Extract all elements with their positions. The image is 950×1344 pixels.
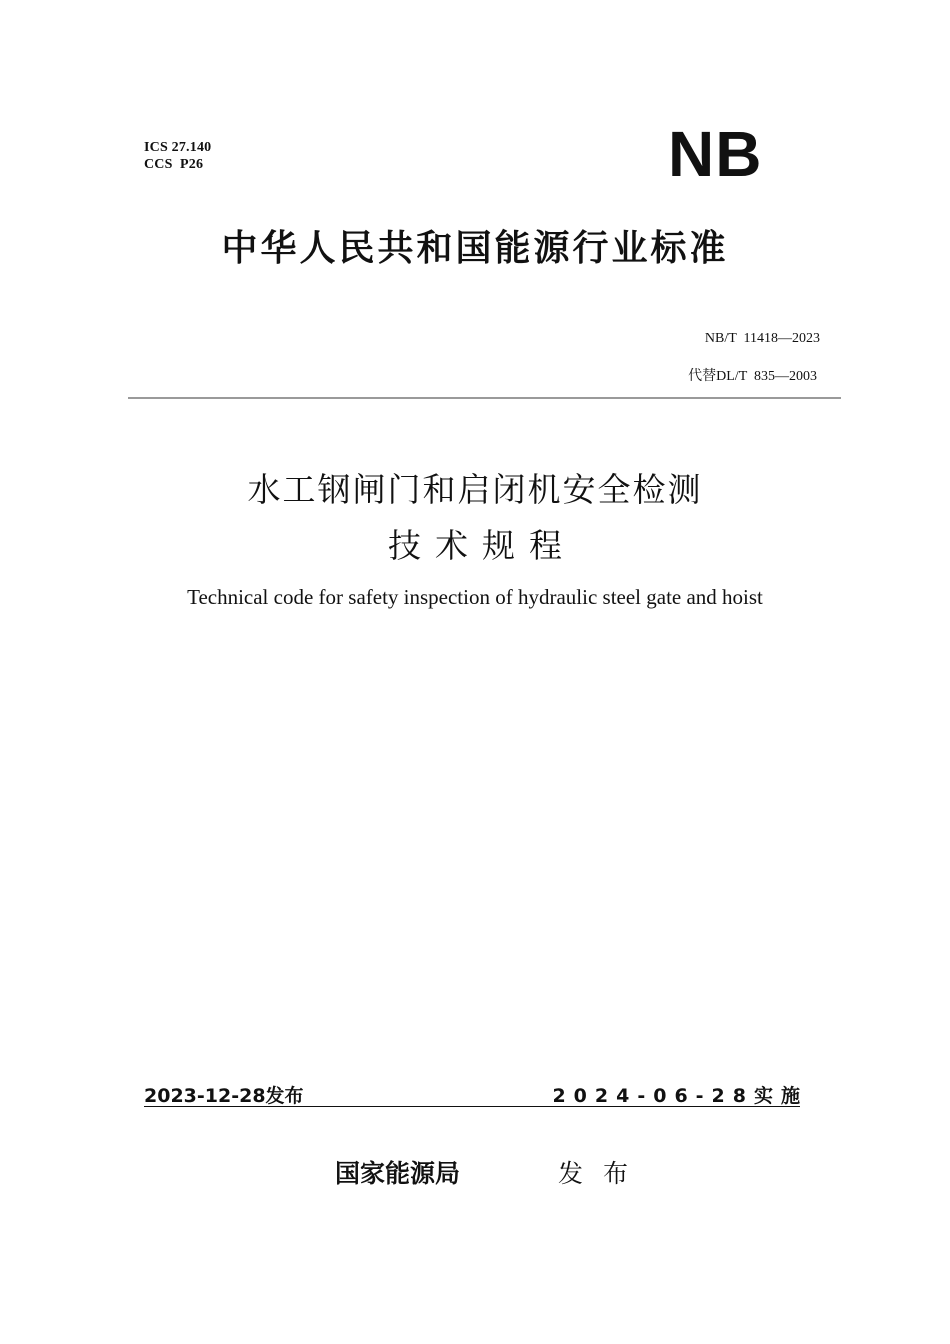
issue-word: 发布 [558, 1159, 649, 1188]
ics-code: ICS 27.140 [144, 140, 212, 155]
header-divider [128, 397, 841, 399]
nb-logo: NB [668, 118, 763, 190]
issuer: 国家能源局 [335, 1159, 461, 1188]
classification-codes [144, 139, 211, 173]
effective-date: 2024-06-28实施 [552, 1085, 808, 1107]
date-row [144, 1082, 808, 1112]
publish-date: 2023-12-28发布 [144, 1085, 304, 1107]
org-title: 中华人民共和国能源行业标准 [221, 228, 729, 269]
standard-number: NB/T 11418—2023 [704, 331, 820, 346]
title-en: Technical code for safety inspection of hydraulic steel gate and hoist [187, 585, 763, 609]
title-cn-line2: 技术规程 [388, 526, 576, 565]
ccs-code: CCS P26 [144, 157, 204, 172]
replaces-standard: 代替DL/T 835—2003 [688, 369, 817, 384]
title-cn-line1: 水工钢闸门和启闭机安全检测 [247, 470, 703, 509]
